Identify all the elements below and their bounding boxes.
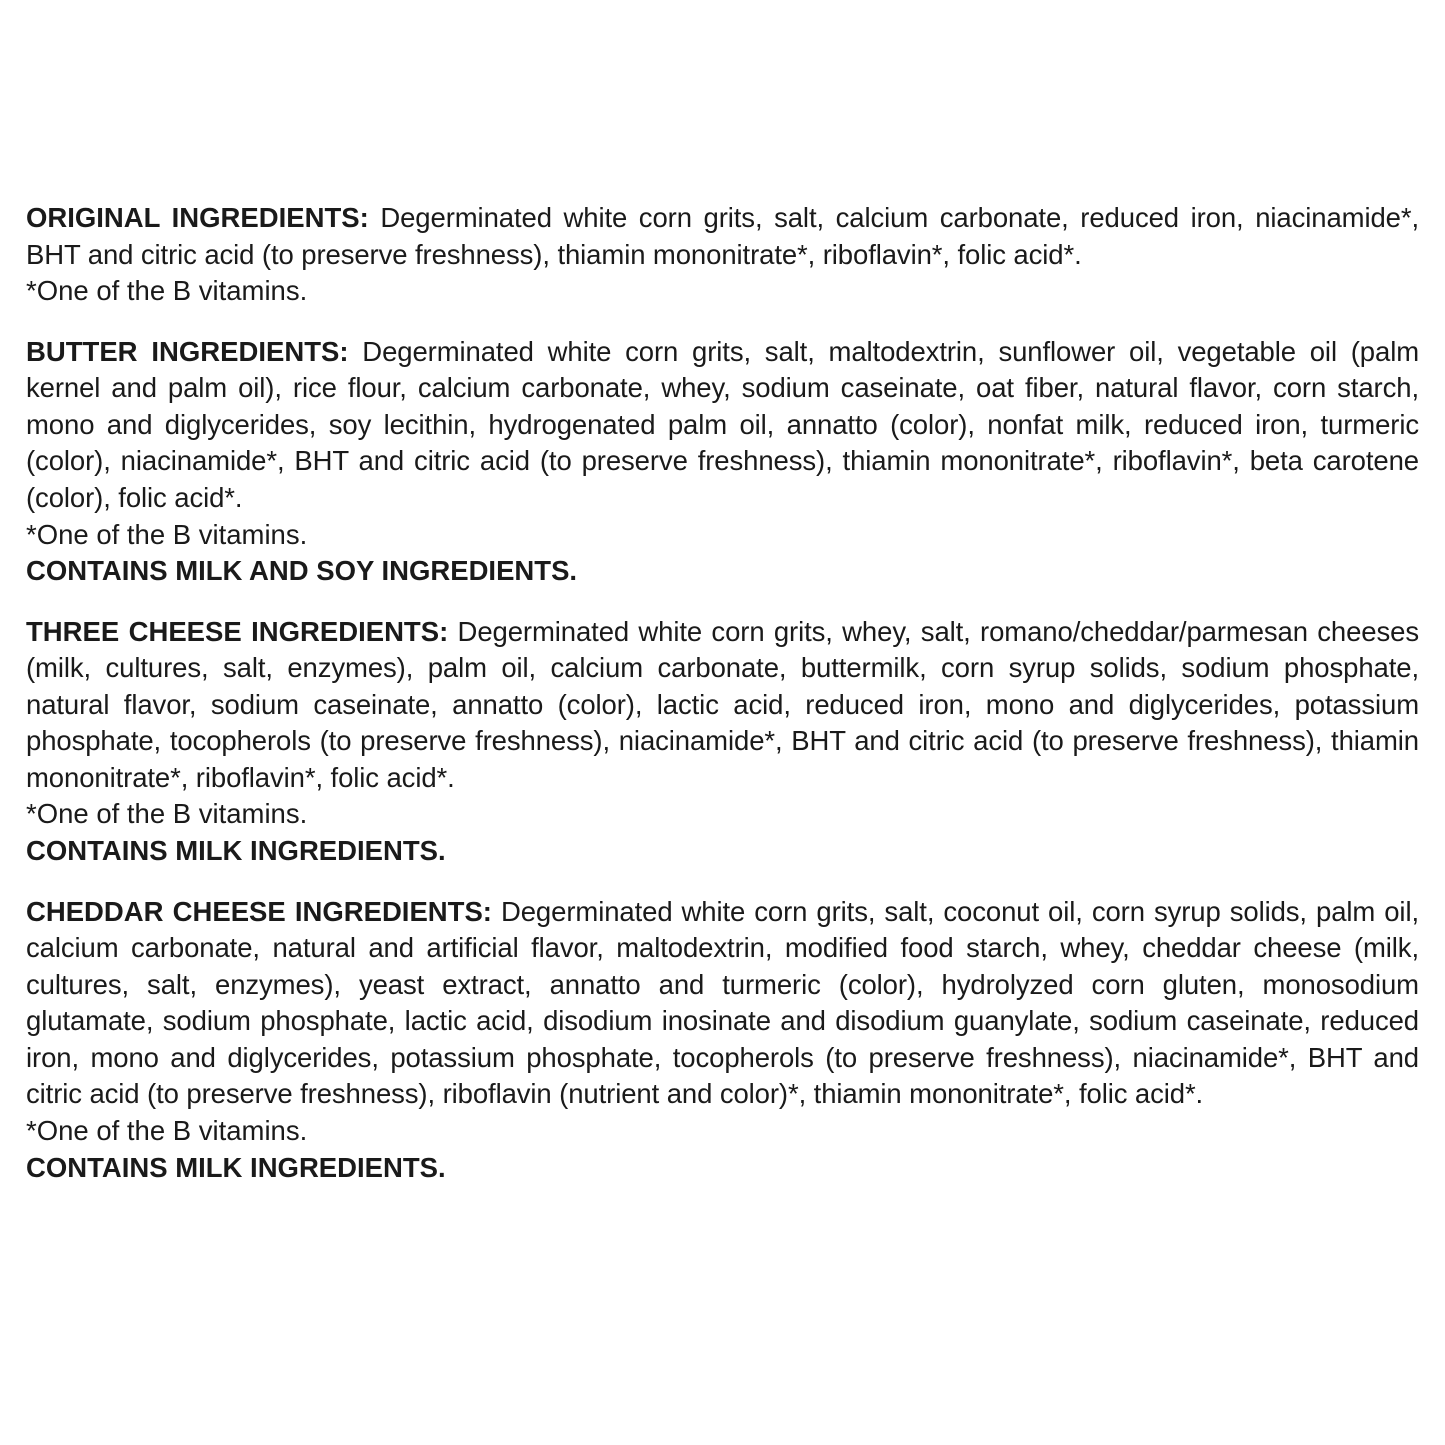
- section-body: Degerminated white corn grits, salt, coconut oil, corn syrup solids, palm oil, calcium carbonate, natural and artificial flavor, maltodextrin, modified food starch, whey, cheddar cheese (milk, cultures, salt, enzymes), yeast extract, annatto and turmeric (color), hydrolyzed corn gluten, monosodium glutamate, sodium phosphate, lactic acid, disodium inosinate and disodium guanylate, sodium caseinate, reduced iron, mono and diglycerides, potassium phosphate, tocopherols (to preserve freshness), niacinamide*, BHT and citric acid (to preserve freshness), riboflavin (nutrient and color)*, thiamin mononitrate*, folic acid*.: [26, 895, 1419, 1110]
- ingredient-paragraph: [26, 894, 1419, 1113]
- section-footnote: *One of the B vitamins.: [26, 275, 308, 307]
- ingredient-paragraph: [26, 200, 1419, 273]
- ingredient-paragraph: [26, 334, 1419, 517]
- section-heading: BUTTER INGREDIENTS:: [26, 335, 349, 367]
- allergen-statement: CONTAINS MILK INGREDIENTS.: [26, 835, 446, 866]
- section-body: Degerminated white corn grits, whey, salt, romano/cheddar/parmesan cheeses (milk, cultures, salt, enzymes), palm oil, calcium carbonate, buttermilk, corn syrup solids, sodium phosphate, natural flavor, sodium caseinate, annatto (color), lactic acid, reduced iron, mono and diglycerides, potassium phosphate, tocopherols (to preserve freshness), niacinamide*, BHT and citric acid (to preserve freshness), thiamin mononitrate*, riboflavin*, folic acid*.: [26, 615, 1419, 793]
- section-body: Degerminated white corn grits, salt, calcium carbonate, reduced iron, niacinamide*, BHT and citric acid (to preserve freshness), thiamin mononitrate*, riboflavin*, folic acid*.: [26, 202, 1419, 270]
- allergen-statement: CONTAINS MILK INGREDIENTS.: [26, 1151, 446, 1183]
- ingredient-section-butter: [26, 334, 1419, 590]
- section-heading: THREE CHEESE INGREDIENTS:: [26, 615, 449, 647]
- section-footnote: *One of the B vitamins.: [26, 1114, 308, 1146]
- ingredient-section-three-cheese: [26, 614, 1419, 870]
- ingredient-section-cheddar-cheese: [26, 894, 1419, 1187]
- ingredient-section-original: [26, 200, 1419, 310]
- section-footnote: *One of the B vitamins.: [26, 798, 308, 830]
- ingredient-paragraph: [26, 614, 1419, 797]
- section-body: Degerminated white corn grits, salt, maltodextrin, sunflower oil, vegetable oil (palm kernel and palm oil), rice flour, calcium carbonate, whey, sodium caseinate, oat fiber, natural flavor, corn starch, mono and diglycerides, soy lecithin, hydrogenated palm oil, annatto (color), nonfat milk, reduced iron, turmeric (color), niacinamide*, BHT and citric acid (to preserve freshness), thiamin mononitrate*, riboflavin*, beta carotene (color), folic acid*.: [26, 335, 1420, 513]
- section-heading: CHEDDAR CHEESE INGREDIENTS:: [26, 895, 492, 927]
- allergen-statement: CONTAINS MILK AND SOY INGREDIENTS.: [26, 555, 578, 587]
- section-footnote: *One of the B vitamins.: [26, 518, 308, 550]
- section-heading: ORIGINAL INGREDIENTS:: [26, 202, 369, 233]
